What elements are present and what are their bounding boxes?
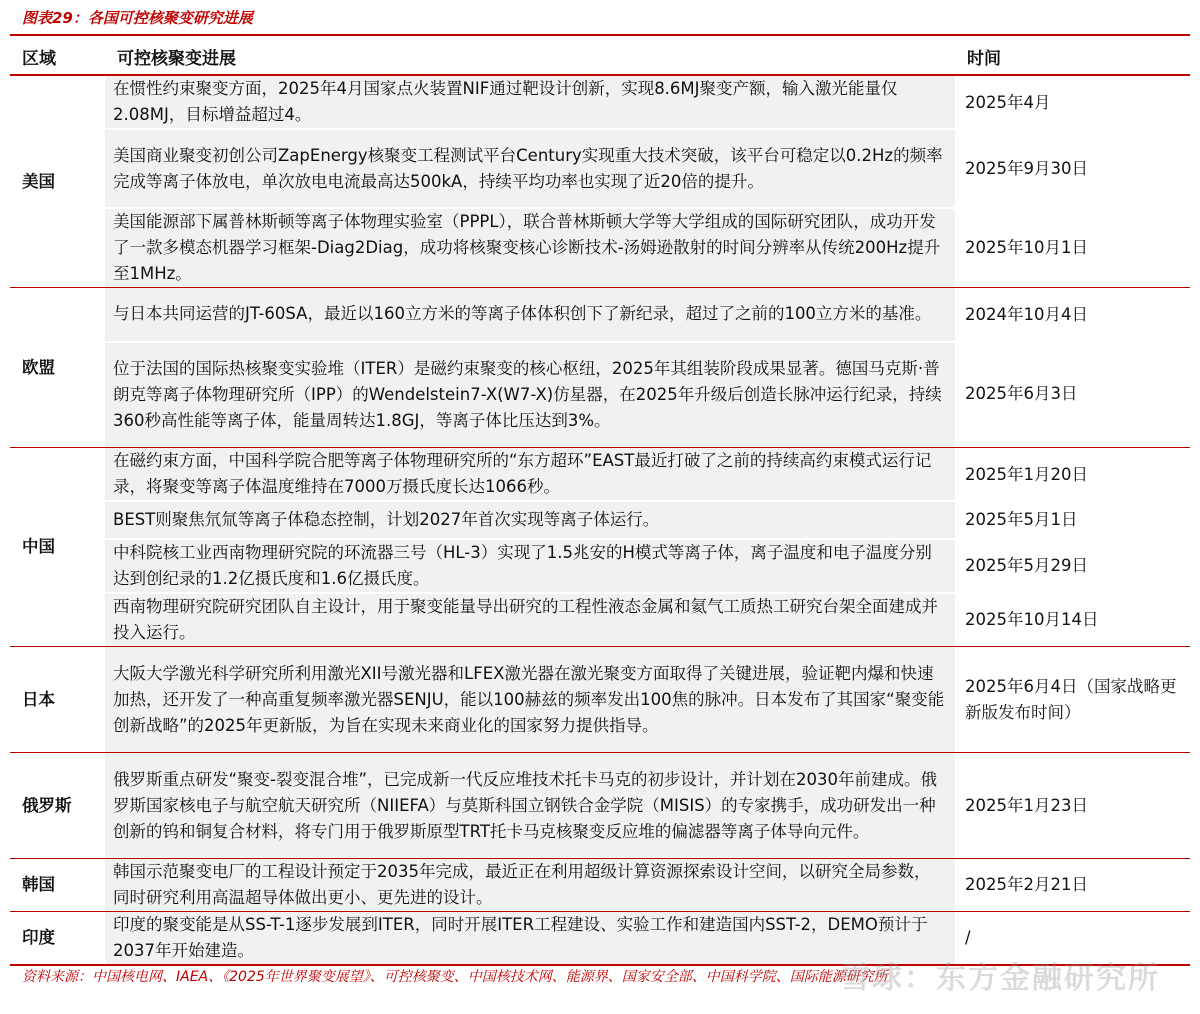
time-cell: 2025年2月21日 [955, 859, 1190, 912]
table-row [10, 342, 1190, 448]
table-row [10, 208, 1190, 288]
header-progress: 可控核聚变进展 [105, 38, 955, 75]
progress-text: BEST则聚焦氘氚等离子体稳态控制，计划2027年首次实现等离子体运行。 [105, 501, 955, 539]
time-cell: 2025年9月30日 [955, 129, 1190, 208]
progress-text: 西南物理研究院研究团队自主设计，用于聚变能量导出研究的工程性液态金属和氦气工质热工研究台架全面建成并投入运行。 [105, 593, 955, 647]
progress-text: 在磁约束方面，中国科学院合肥等离子体物理研究所的“东方超环”EAST最近打破了之前的持续高约束模式运行记录，将聚变等离子体温度维持在7000万摄氏度长达1066秒。 [105, 448, 955, 502]
region-us: 美国 [10, 75, 105, 288]
progress-text: 在惯性约束聚变方面，2025年4月国家点火装置NIF通过靶设计创新，实现8.6MJ聚变产额，输入激光能量仅2.08MJ，目标增益超过4。 [105, 75, 955, 129]
table-row [10, 129, 1190, 208]
time-cell: 2025年5月1日 [955, 501, 1190, 539]
table-row [10, 593, 1190, 647]
table-header-row [10, 38, 1190, 75]
region-in: 印度 [10, 912, 105, 966]
fusion-progress-table [10, 38, 1190, 966]
progress-text: 俄罗斯重点研发“聚变-裂变混合堆”，已完成新一代反应堆技术托卡马克的初步设计，并计划在2030年前建成。俄罗斯国家核电子与航空航天研究所（NIIEFA）与莫斯科国立钢铁合金学院（MISIS）的专家携手，成功研发出一种创新的钨和铜复合材料，将专门用于俄罗斯原型TRT托卡马克核聚变反应堆的偏滤器等离子体导向元件。 [105, 753, 955, 859]
time-cell: / [955, 912, 1190, 966]
table-row [10, 75, 1190, 129]
table-row [10, 539, 1190, 593]
progress-text: 美国商业聚变初创公司ZapEnergy核聚变工程测试平台Century实现重大技术突破，该平台可稳定以0.2Hz的频率完成等离子体放电，单次放电电流最高达500kA，持续平均功率也实现了近20倍的提升。 [105, 129, 955, 208]
time-cell: 2025年1月20日 [955, 448, 1190, 502]
caption-divider [10, 34, 1190, 36]
progress-text: 大阪大学激光科学研究所利用激光XII号激光器和LFEX激光器在激光聚变方面取得了关键进展，验证靶内爆和快速加热，还开发了一种高重复频率激光器SENJU，能以100赫兹的频率发出100焦的脉冲。日本发布了其国家“聚变能创新战略”的2025年更新版，为旨在实现未来商业化的国家努力提供指导。 [105, 647, 955, 753]
watermark: 雪球：东方金融研究所 [840, 961, 1160, 996]
time-cell: 2025年6月4日（国家战略更新版发布时间） [955, 647, 1190, 753]
table-row [10, 859, 1190, 912]
region-ru: 俄罗斯 [10, 753, 105, 859]
region-kr: 韩国 [10, 859, 105, 912]
time-cell: 2025年6月3日 [955, 342, 1190, 448]
time-cell: 2024年10月4日 [955, 288, 1190, 342]
figure-caption: 图表29：各国可控核聚变研究进展 [22, 9, 253, 27]
time-cell: 2025年10月14日 [955, 593, 1190, 647]
time-cell: 2025年1月23日 [955, 753, 1190, 859]
progress-text: 印度的聚变能是从SS-T-1逐步发展到ITER，同时开展ITER工程建设、实验工作和建造国内SST-2，DEMO预计于2037年开始建造。 [105, 912, 955, 966]
progress-text: 中科院核工业西南物理研究院的环流器三号（HL-3）实现了1.5兆安的H模式等离子体，离子温度和电子温度分别达到创纪录的1.2亿摄氏度和1.6亿摄氏度。 [105, 539, 955, 593]
time-cell: 2025年10月1日 [955, 208, 1190, 288]
table-row [10, 501, 1190, 539]
time-cell: 2025年5月29日 [955, 539, 1190, 593]
region-eu: 欧盟 [10, 288, 105, 448]
table-row [10, 448, 1190, 502]
time-cell: 2025年4月 [955, 75, 1190, 129]
table-row [10, 647, 1190, 753]
source-note: 资料来源：中国核电网、IAEA、《2025年世界聚变展望》、可控核聚变、中国核技术网、能源界、国家安全部、中国科学院、国际能源研究所 [22, 969, 888, 985]
region-jp: 日本 [10, 647, 105, 753]
progress-text: 韩国示范聚变电厂的工程设计预定于2035年完成，最近正在利用超级计算资源探索设计空间，以研究全局参数，同时研究利用高温超导体做出更小、更先进的设计。 [105, 859, 955, 912]
progress-text: 与日本共同运营的JT-60SA，最近以160立方米的等离子体体积创下了新纪录，超过了之前的100立方米的基准。 [105, 288, 955, 342]
table-row [10, 288, 1190, 342]
header-region: 区域 [10, 38, 105, 75]
header-time: 时间 [955, 38, 1190, 75]
progress-text: 美国能源部下属普林斯顿等离子体物理实验室（PPPL），联合普林斯顿大学等大学组成的国际研究团队，成功开发了一款多模态机器学习框架-Diag2Diag，成功将核聚变核心诊断技术-汤姆逊散射的时间分辨率从传统200Hz提升至1MHz。 [105, 208, 955, 288]
region-cn: 中国 [10, 448, 105, 647]
table-row [10, 753, 1190, 859]
progress-text: 位于法国的国际热核聚变实验堆（ITER）是磁约束聚变的核心枢纽，2025年其组装阶段成果显著。德国马克斯·普朗克等离子体物理研究所（IPP）的Wendelstein7-X(W7-X)仿星器，在2025年升级后创造长脉冲运行纪录，持续360秒高性能等离子体，能量周转达1.8GJ，等离子体比压达到3%。 [105, 342, 955, 448]
